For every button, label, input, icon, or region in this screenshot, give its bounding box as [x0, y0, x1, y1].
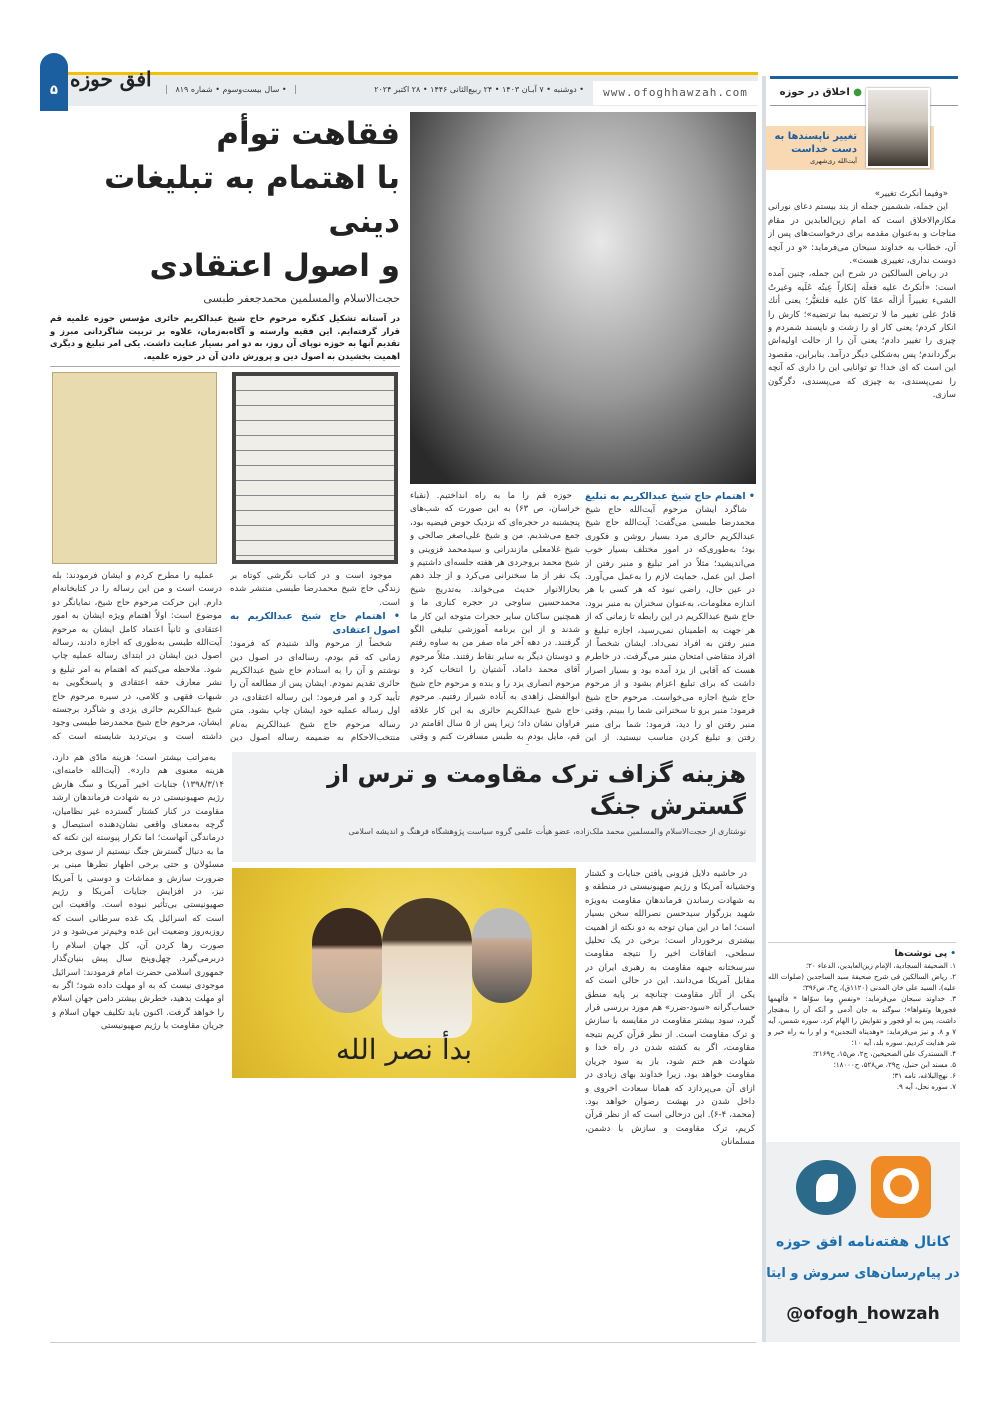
portrait-photo: [410, 112, 756, 484]
column-author: آیت‌الله ری‌شهری: [810, 157, 857, 165]
paragraph: در حاشیه دلایل فزونی یافتن جنایات و کشتار وحشیانه آمریکا و رژیم صهیونیستی در منطقه و به شهادت رساندن فرماندهان مقاومت به‌ویژه شهید بزرگوار سیدحسن نصرالله سخن بسیار است؛ اما در این میان توجه به دو نکته از اهمیت بیشتری برخوردار است: برخی در یک تحلیل سطحی، اتفاقات اخیر را نتیجه مقاومت سرسختانه جبهه مقاومت به رهبری ایران در مقابل آمریکا می‌دانند. این در حالی است که یکی از آثار مقاومت چنانچه بر پایه منطق حساب‌گرانه «سود-ضرر» هم مورد بررسی قرار گیرد، سود بیشتر مقاومت در مقایسه با سازش و ترک مقاومت است. از نظر قرآن کریم نتیجه مقاومت، اگر به کشته شدن در راه خدا و شهادت هم ختم شود، باز به سود جریان مقاومت خواهد بود. زیرا خداوند بهای زیادی در ازای آن می‌پردازد که همانا سعادت اخروی و داخل شدن در بهشت رضوان خواهد بود. (محمد، ۴-۶). این درحالی است که از نظر قرآن کریم، ترک مقاومت و سازش با دشمن، مسلمانان: [585, 869, 755, 1148]
paragraph: شخصاً از مرحوم والد شنیدم که فرمود: زمانی که قم بودم، رساله‌ای در اصول دین نوشتم و آن را به استادم حاج شیخ عبدالکریم حائری تقدیم نمودم. ایشان پس از مطالعه آن را تأیید کرد و امر فرمود: این رساله اعتقادی، در اول رساله عملیه خود ایشان چاپ بشود. متن رساله مرحوم حاج شیخ عبدالکریم به‌نام منتخب‌الاحکام به ضمیمه رساله اصول دین: [230, 639, 400, 744]
footnotes-title: پی نوشت‌ها: [894, 949, 948, 959]
subheading: • اهتمام حاج شیخ عبدالکریم به اصول اعتقادی: [230, 611, 400, 637]
ad-line-2: در پیام‌رسان‌های سروش و ایتا: [766, 1266, 960, 1281]
ethics-column: [762, 76, 960, 1342]
website-link[interactable]: www.ofoghhawzah.com: [593, 81, 758, 105]
article2-subtitle: نوشتاری از حجت‌الاسلام والمسلمین محمد ملک‌زاده، عضو هیأت علمی گروه سیاست پژوهشگاه فرهنگ و اندیشه اسلامی: [348, 827, 746, 836]
section-title: ● اخلاق در حوزه: [770, 76, 958, 106]
footnote: ۴. المستدرک علی الصحیحین، ج۲، ص۱۵، ح۲۱۶۹؛: [812, 1050, 956, 1058]
footnote: ۵. مسند ابن حنبل، ج۲۹، ص۵۲۸، ح۱۸۰۰۰؛: [833, 1061, 956, 1069]
manuscript-image: [52, 372, 217, 564]
paragraph: موجود است و در کتاب نگرشی کوتاه بر زندگی حاج شیخ محمدرضا طبسی منتشر شده است.: [230, 571, 400, 608]
letter-image: [232, 372, 398, 564]
article1-col4: [52, 570, 222, 745]
author-photo: [866, 88, 930, 168]
article2-col-right: [585, 868, 755, 1340]
poster-calligraphy: بدأ نصر الله: [335, 1033, 473, 1066]
issue-number: • سال بیست‌وسوم • شماره ۸۱۹: [166, 85, 296, 94]
resistance-poster-image: [232, 868, 576, 1078]
headline-line: و اصول اعتقادی: [149, 248, 400, 284]
paragraph: حوزه قم را ما به راه انداختیم. (نقباء خراسان، ص ۶۳) به این صورت که شب‌های پنجشنبه در حجره‌ای که نزدیک حوض فیضیه بود، جمع می‌شدیم. من و شیخ علی‌اصغر صالحی و شیخ غلامعلی مازندرانی و سیدمحمد قزوینی و شیخ محمد بروجردی هر هفته جلسه‌ای داشتیم و یک نفر از ما سخنرانی می‌کرد و از جلد دهم بحارالانوار حدیث می‌خواند. به‌تدریج شیخ محمدحسین ساوجی در حجره کناری ما و همچنین ساکنان سایر حجرات متوجه این کار ما شدند و از این برنامه آموزشی تبلیغی الگو گرفتند. در دهه آخر ماه صفر من به ساوه رفتم و دوستان دیگر به سایر نقاط رفتند. مثلاً مرحوم آقای محمد داماد، آشتیان را انتخاب کرد و مرحوم انصاری یزد را و بنده و مرحوم حاج شیخ ابوالفضل زاهدی به آباده شیراز رفتیم. مرحوم حاج شیخ عبدالکریم حائری به این کار علاقه فراوان نشان داد؛ زیرا پس از ۵ سال اقامتم در قم، مایل بودم به طبس مسافرت کنم و وقتی: [410, 491, 580, 743]
page-bottom-rule: [50, 1342, 756, 1343]
footnote: ۶. نهج‌البلاغه، نامه ۳۱؛: [892, 1072, 956, 1080]
paragraph: در ریاض السالکین در شرح این جمله، چنین آمده است: «أنكرتُ علیه فعلَه إنكاراً عِبتُه عَلَیه وغیرتُ الشیء تغییراً أزالَه عمّا كانَ علیه فلتغیُّر؛ یعنی أنك قادرٌ علی تغییر ما لا ترتضیه بما ترتضیه»؛ کارش را انکار کردم؛ یعنی کار او را زشت و ناپسند شمردم و چیزی را تغییر دادم؛ یعنی آن را از حالت اولیه‌اش برگرداندم؛ پس به‌شکلی دیگر درآمد. بنابراین، مقصود این است که ای خدا! تو توانایی این را داری که آنچه را نمی‌پسندی، به چیزی که می‌پسندی، دگرگون سازی.: [768, 269, 956, 401]
article1-col1: [585, 490, 755, 745]
ad-line-1: کانال هفته‌نامه افق حوزه: [775, 1234, 951, 1250]
paragraph: شاگرد ایشان مرحوم آیت‌الله حاج شیخ محمدرضا طبسی می‌گفت: آیت‌الله حاج شیخ عبدالکریم حائری مرد بسیار روشن و فکوری بود؛ به‌طوری‌که در امور مختلف بسیار خوب می‌اندیشید؛ مثلاً در امر تبلیغ و منبر رفتن از اصل این عمل، حمایت لازم را به‌عمل می‌آورد. در عین حال، راضی نبود که هر کسی با هر اندازه معلومات، به‌عنوان سخنران به منبر برود. حاج شیخ عبدالکریم در این رابطه تا زمانی که از هر جهت به اطمینان نمی‌رسید، اجازه تبلیغ و منبر رفتن به افراد نمی‌داد. ایشان شخصاً از افراد متقاضی امتحان منبر می‌گرفت. در خاطرم هست که آقایی از یزد آمده بود و بسیار اصرار داشت که برای تبلیغ اعزام بشود و از مرحوم حاج شیخ اجازه می‌خواست. مرحوم حاج شیخ فرمود: منبر برو تا سخنرانی شما را ببینم. وقتی منبر رفتن او را دید، فرمود: شما برای منبر رفتن و تبلیغ کردن مناسب نیستید. از این: [585, 505, 755, 743]
paragraph: عملیه را مطرح کردم و ایشان فرمودند: بله درست است و من این رساله را در کتابخانه‌ام دارم. این حرکت مرحوم حاج شیخ، نمایانگر دو موضوع است: اولاً اهتمام ویژه ایشان به امور اعتقادی و ثانیاً اعتماد کامل ایشان به مرحوم آیت‌الله طبسی به‌طوری که اجازه دادند، رساله اصول دین ایشان در ابتدای رساله عملیه چاپ شود. ملاحظه می‌کنیم که اهتمام به امر تبلیغ و نشر معارف حقه اعتقادی و پاسخگویی به شبهات فقهی و کلامی، در سیره مرحوم حاج شیخ عبدالکریم حائری یزدی و شاگرد برجسته ایشان، مرحوم حاج شیخ محمدرضا طبسی وجود داشته است و بی‌تردید شایسته است که: [52, 571, 222, 742]
footnote: ۲. ریاض السالکین فی شرح صحیفة سید الساجدین (صلوات الله علیه)، السید علی خان المدنی (۱۱۲۰ق)، ج۳، ص۳۹۶؛: [768, 973, 956, 992]
page-number: ۵: [40, 53, 68, 111]
paragraph: این جمله، ششمین جمله از بند بیستم دعای نورانی مکارم‌الاخلاق است که امام زین‌العابدین در مقام مناجات و به‌عنوان مقدمه برای درخواست‌های پس از آن، خطاب به خداوند سبحان می‌فرماید: «و در آنچه دوست نداری، تغییری هست».: [768, 202, 956, 267]
article1-lead: در آستانه تشکیل کنگره مرحوم حاج شیخ عبدالکریم حائری مؤسس حوزه علمیه قم قرار گرفته‌ایم. این فقیه وارسته و آگاه‌به‌زمان، علاوه بر تربیت شاگردانی مبرز و تقدیم آنها به حوزه نوپای آن روز، به دو امر بسیار عنایت داشت. یکی امر تبلیغ و دیگری اهمیت بخشیدن به اصول دین و پرورش دادن آن در حوزه علمیه.: [50, 312, 400, 367]
article1-col3: [230, 570, 400, 745]
article2-headline: هزینه گزاف ترک مقاومت و ترس از گسترش جنگ: [327, 760, 746, 820]
article1-author: حجت‌الاسلام والمسلمین محمدجعفر طبسی: [203, 292, 400, 305]
headline-line: با اهتمام به تبلیغات دینی: [104, 160, 400, 240]
footnote: ۳. خداوند سبحان می‌فرماید: «ونفسٍ وما سوّاها * فألهمها فجورها وتقواها»؛ سوگند به جان آدمی و آنکه آن را به‌هنجار داشت، پس به او فجور و تقوایش را الهام کرد. سوره شمس، آیه ۷ و ۸. و نیز می‌فرماید: «وهدیناه النجدین» و او را به راه خیر و شر هدایت کردیم. سوره بلد، آیه ۱۰؛: [768, 995, 956, 1047]
ad-handle[interactable]: @ofogh_howzah: [786, 1304, 940, 1324]
paragraph: «وفیما أنكرتَ تغییر»: [874, 189, 948, 199]
column-title: تغییر ناپسندها به دست خداست: [774, 131, 857, 155]
eitaa-icon: [871, 1156, 931, 1218]
logo: افق حوزه: [70, 67, 152, 91]
article1-col2: [410, 490, 580, 745]
soroush-icon: [796, 1160, 856, 1215]
footnote: ۱. الصحیفة السجادیة، الإمام زین‌العابدین، الدعاء ۲۰؛: [805, 962, 956, 970]
column-body: [768, 188, 956, 936]
paragraph: به‌مراتب بیشتر است؛ هزینه مادّی هم دارد، هزینه معنوی هم دارد». (آیت‌الله خامنه‌ای، ۱۳۹۸/۳/۱۴) جنایات اخیر آمریکا و سگ هارش رژیم صهیونیستی در به شهادت فرماندهان ارشد مقاومت در کنار کشتار گسترده غیر نظامیان، گرچه به‌معنای واقعی نشان‌دهنده استیصال و درماندگی آنهاست؛ اما تکرار پیوسته این نکته که ما به دنبال گسترش جنگ نیستیم از سوی برخی مسئولان و حتی برخی اظهار نظرها مبنی بر ضرورت سازش و مماشات و دوستی با آمریکا نیز، در افزایش جنایات آمریکا و رژیم صهیونیستی بی‌تأثیر نبوده است. واقعیت این است که اسرائیل یک غده سرطانی است که روزبه‌روز وضعیت این غده وخیم‌تر می‌شود و در صورت رها کردن آن، کل جهان اسلام را دربرمی‌گیرد. چهل‌وپنج سال پیش بنیان‌گذار جمهوری اسلامی حضرت امام فرمودند: اسرائیل موجودی نیست که به او مهلت داده شود؛ اگر به او مهلت بدهید، خطرش بیشتر دامن جهان اسلام را خواهد گرفت. اکنون باید تکلیف جهان اسلام و جریان مقاومت با رژیم صهیونیستی: [52, 753, 224, 1032]
article1-headline: [50, 112, 400, 367]
channel-ad[interactable]: [766, 1142, 960, 1342]
page-header: [40, 67, 758, 106]
footnote: ۷. سوره نحل، آیه ۹.: [896, 1083, 956, 1091]
article2-col-left: [52, 752, 224, 1340]
issue-date: • دوشنبه • ۷ آبـان ۱۴۰۳ • ۲۴ ربیع‌الثانی ۱۴۴۶ • ۲۸ اکتبر ۲۰۲۴: [374, 85, 584, 94]
footnotes: • پی نوشت‌ها ۱. الصحیفة السجادیة، الإمام زین‌العابدین، الدعاء ۲۰؛ ۲. ریاض السالکین فی شرح صحیفة سید الساجدین (صلوات الله علیه)، السید علی خان المدنی (۱۱۲۰ق)، ج۳، ص۳۹۶؛ ۳. خداوند سبحان می‌فرماید: «ونفسٍ وما سوّاها * فألهمها فجورها وتقواها»؛ سوگند به جان آدمی و آنکه آن را به‌هنجار داشت، پس به او فجور و تقوایش را الهام کرد. سوره شمس، آیه ۷ و ۸. و نیز می‌فرماید: «وهدیناه النجدین» و او را به راه خیر و شر هدایت کردیم. سوره بلد، آیه ۱۰؛ ۴. المستدرک علی الصحیحین، ج۲، ص۱۵، ح۲۱۶۹؛ ۵. مسند ابن حنبل، ج۲۹، ص۵۲۸، ح۱۸۰۰۰؛ ۶. نهج‌البلاغه، نامه ۳۱؛ ۷. سوره نحل، آیه ۹.: [768, 942, 956, 1138]
section-label: اخلاق در حوزه: [779, 87, 850, 98]
headline-line: فقاهت توأم: [216, 116, 400, 152]
subheading: • اهتمام حاج شیخ عبدالکریم به تبلیغ: [585, 491, 755, 502]
article2-header: [232, 752, 756, 862]
